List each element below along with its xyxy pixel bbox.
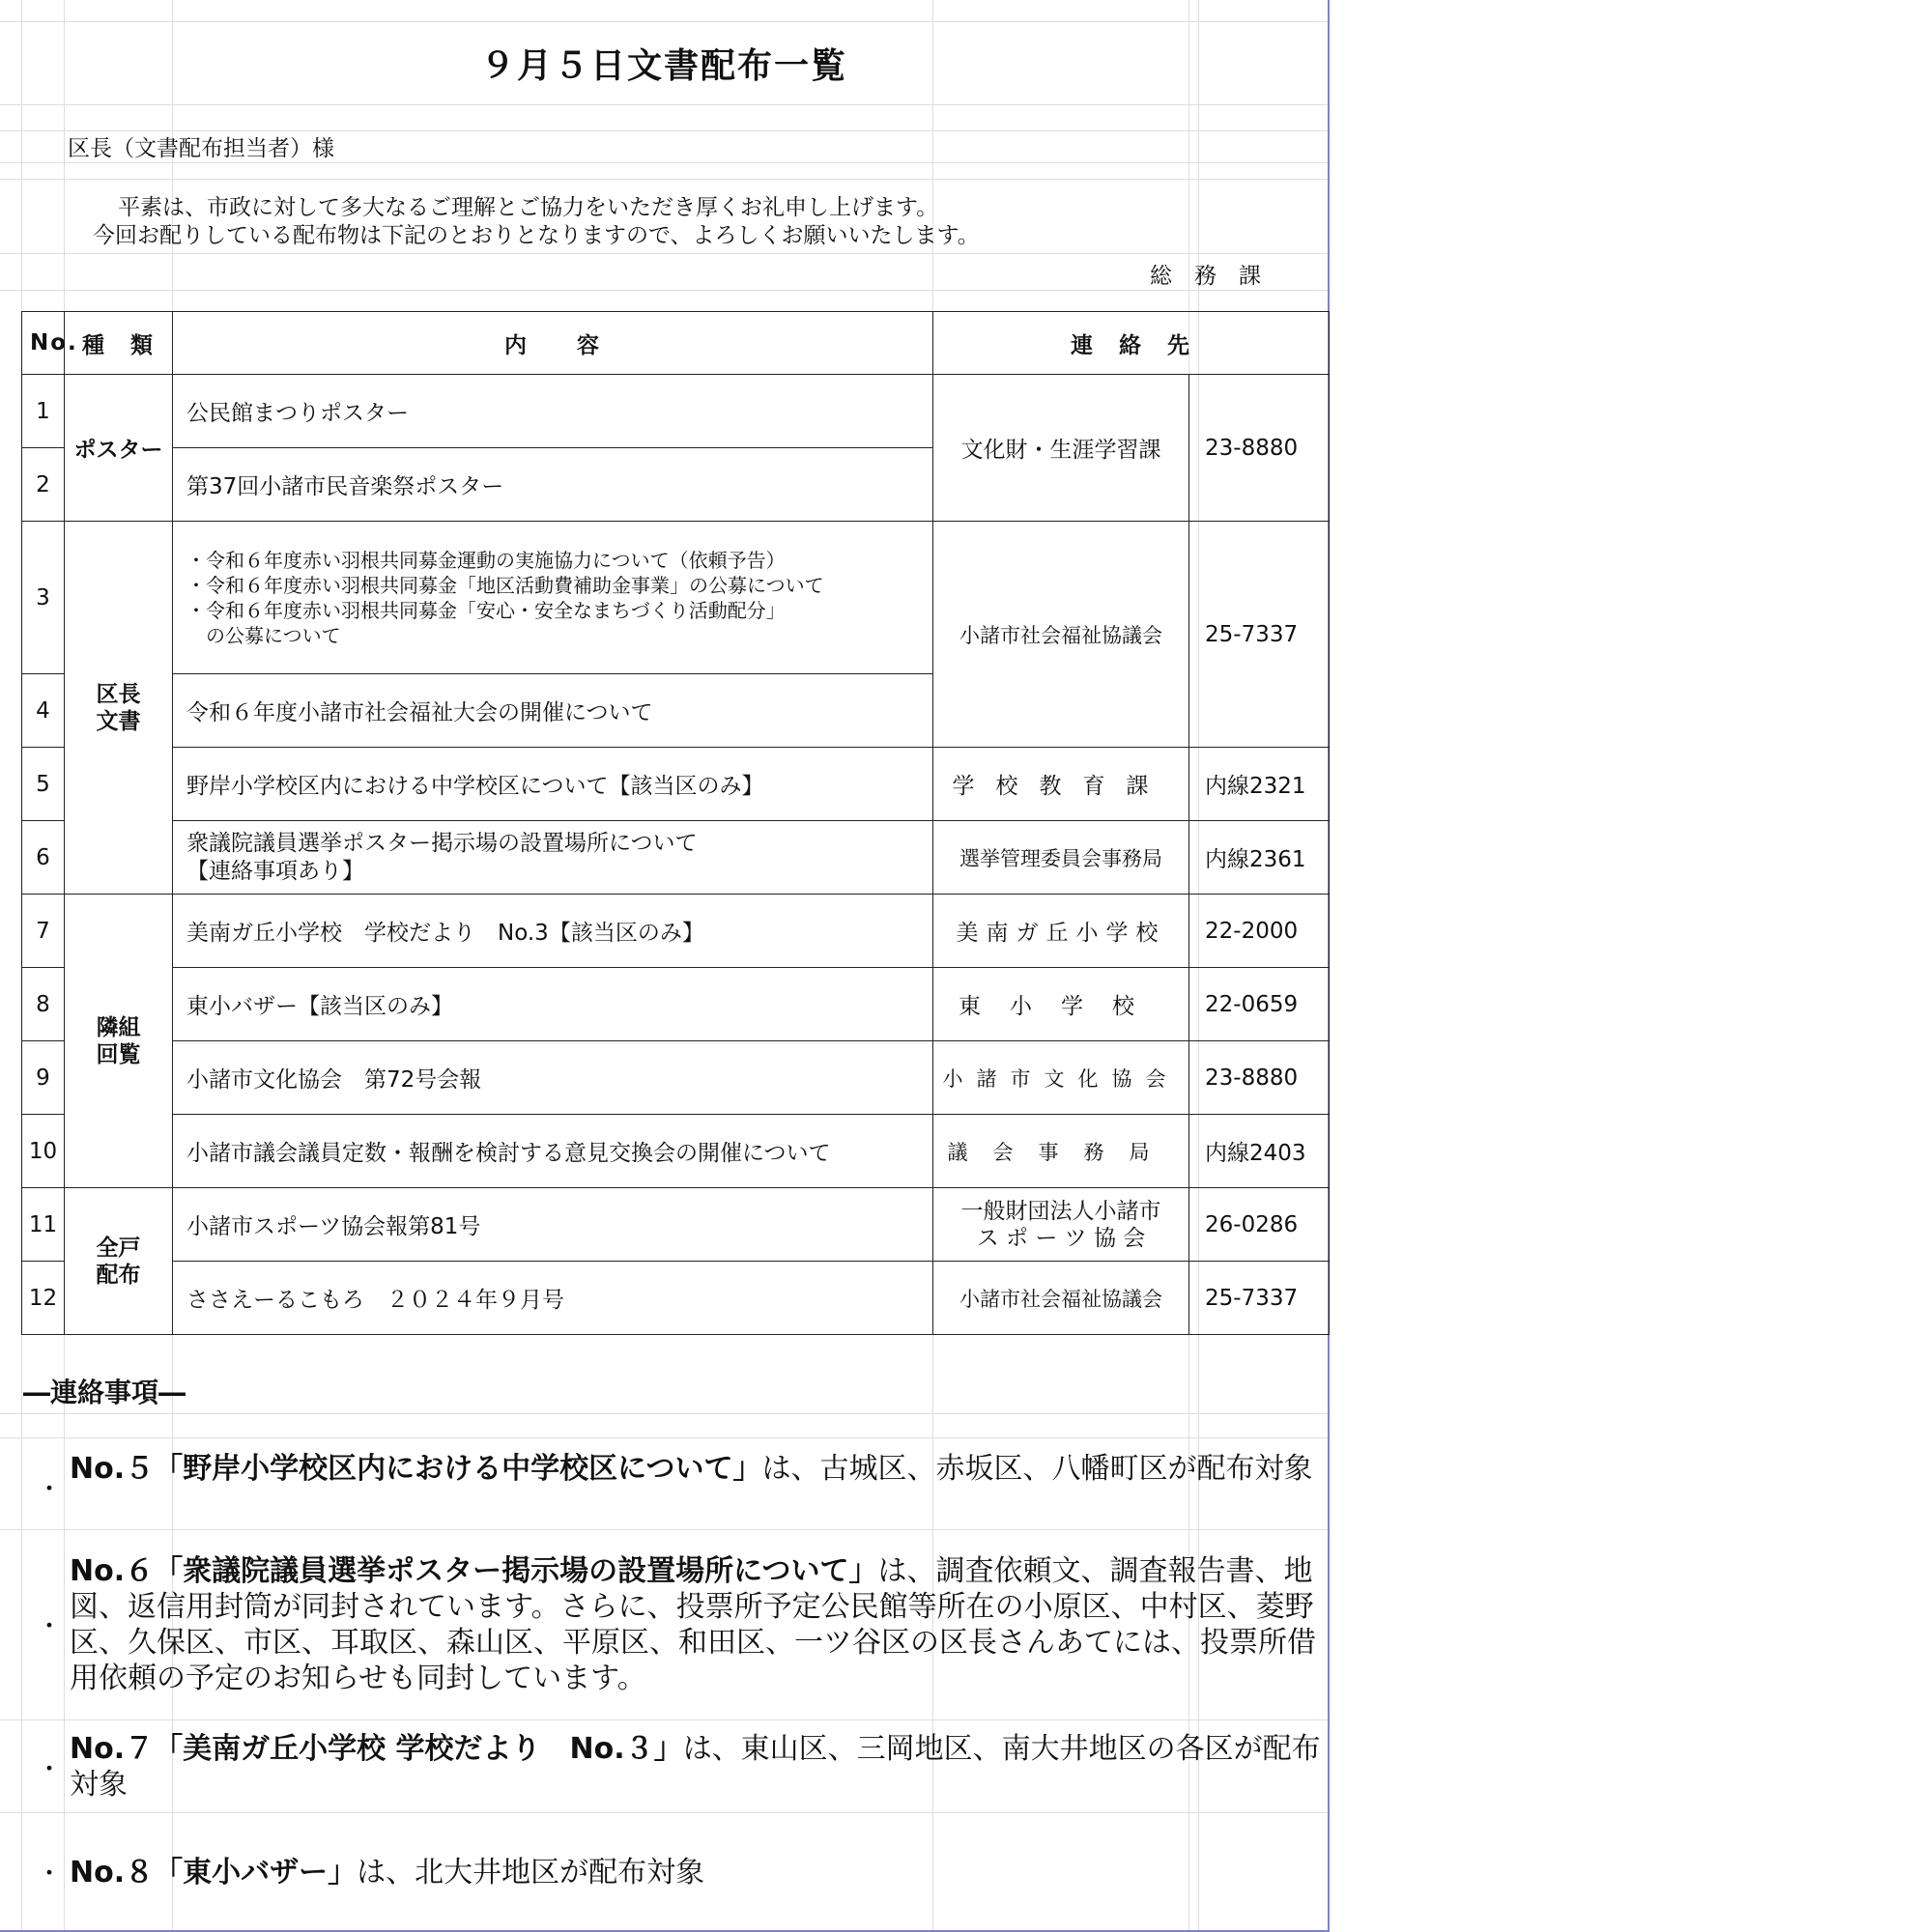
notes-heading: ―連絡事項― bbox=[23, 1377, 186, 1408]
bullet: ・ bbox=[37, 1475, 63, 1504]
note-text bbox=[70, 1451, 1335, 1487]
row-no: 5 bbox=[22, 748, 65, 821]
note-text bbox=[70, 1553, 1335, 1696]
table-header-row bbox=[22, 312, 1330, 375]
contact-name: 美南ガ丘小学校 bbox=[933, 895, 1189, 968]
contact-phone: 23-8880 bbox=[1189, 1041, 1330, 1115]
grid-line bbox=[0, 1529, 1328, 1530]
note-item bbox=[23, 1855, 1308, 1893]
contact-name: 小諸市社会福祉協議会 bbox=[933, 522, 1189, 748]
table-row bbox=[22, 821, 1330, 895]
grid-line bbox=[0, 1812, 1328, 1813]
grid-line bbox=[0, 1719, 1328, 1720]
row-content: 美南ガ丘小学校 学校だより No.3【該当区のみ】 bbox=[173, 895, 933, 968]
row-content: ささえーるこもろ ２０２４年９月号 bbox=[173, 1262, 933, 1335]
bullet: ・ bbox=[37, 1860, 63, 1889]
note-highlight: No.８「東小バザー」 bbox=[70, 1856, 358, 1889]
table-row bbox=[22, 1262, 1330, 1335]
grid-line bbox=[0, 290, 1328, 291]
row-content: 公民館まつりポスター bbox=[173, 375, 933, 448]
note-text bbox=[70, 1731, 1335, 1803]
row-no: 7 bbox=[22, 895, 65, 968]
kind-kucho bbox=[65, 522, 173, 895]
row-content: 小諸市スポーツ協会報第81号 bbox=[173, 1188, 933, 1262]
note-item bbox=[23, 1553, 1316, 1698]
table-row bbox=[22, 522, 1330, 674]
note-text bbox=[70, 1855, 1335, 1890]
note-highlight: No.６「衆議院議員選挙ポスター掲示場の設置場所について」 bbox=[70, 1554, 878, 1588]
contact-line: ス ポ ー ツ 協 会 bbox=[976, 1225, 1146, 1251]
distribution-table bbox=[21, 311, 1330, 1335]
kind-line: 区長 bbox=[96, 681, 141, 707]
greeting-line-1: 平素は、市政に対して多大なるご理解とご協力をいただき厚くお礼申し上げます。 bbox=[118, 195, 939, 220]
row-content: 野岸小学校区内における中学校区について【該当区のみ】 bbox=[173, 748, 933, 821]
note-rest: は、北大井地区が配布対象 bbox=[357, 1856, 705, 1889]
header-content: 内 容 bbox=[173, 312, 933, 375]
row-no: 4 bbox=[22, 674, 65, 748]
row-content bbox=[173, 821, 933, 895]
contact-name: 学校教育課 bbox=[933, 748, 1189, 821]
grid-line bbox=[0, 104, 1328, 105]
table-row bbox=[22, 968, 1330, 1041]
contact-name bbox=[933, 1188, 1189, 1262]
note-item bbox=[23, 1451, 1313, 1524]
header-no: No. bbox=[22, 312, 65, 375]
grid-line bbox=[0, 21, 1328, 22]
bullet: ・ bbox=[37, 1612, 63, 1641]
content-line: 【連絡事項あり】 bbox=[186, 858, 364, 884]
row-no: 9 bbox=[22, 1041, 65, 1115]
sender-department: 総 務 課 bbox=[1150, 264, 1261, 289]
note-rest: は、調査依頼文、調査報告書、地図、返信用封筒が同封されています。さらに、投票所予定公民館等所在の小原区、中村区、菱野区、久保区、市区、耳取区、森山区、平原区、和田区、一ツ谷区の区長さんあてには、投票所借用依頼の予定のお知らせも同封しています。 bbox=[70, 1554, 1316, 1695]
kind-line: 配布 bbox=[96, 1262, 141, 1288]
table-row bbox=[22, 1188, 1330, 1262]
contact-line: 一般財団法人小諸市 bbox=[960, 1198, 1161, 1224]
row-content bbox=[173, 522, 933, 674]
contact-phone: 25-7337 bbox=[1189, 1262, 1330, 1335]
contact-phone: 22-0659 bbox=[1189, 968, 1330, 1041]
grid-line bbox=[0, 179, 1328, 180]
content-line: の公募について bbox=[186, 623, 341, 647]
grid-line bbox=[0, 253, 1328, 254]
contact-phone: 内線2403 bbox=[1189, 1115, 1330, 1188]
contact-phone: 23-8880 bbox=[1189, 375, 1330, 522]
kind-line: 文書 bbox=[96, 708, 141, 734]
row-content: 小諸市議会議員定数・報酬を検討する意見交換会の開催について bbox=[173, 1115, 933, 1188]
contact-name: 小諸市文化協会 bbox=[933, 1041, 1189, 1115]
contact-phone: 22-2000 bbox=[1189, 895, 1330, 968]
contact-name: 議会事務局 bbox=[933, 1115, 1189, 1188]
table-row bbox=[22, 375, 1330, 448]
content-line: 衆議院議員選挙ポスター掲示場の設置場所について bbox=[186, 830, 698, 856]
page-title: ９月５日文書配布一覧 bbox=[479, 46, 847, 86]
note-item bbox=[23, 1731, 1321, 1804]
contact-phone: 内線2321 bbox=[1189, 748, 1330, 821]
contact-name: 文化財・生涯学習課 bbox=[933, 375, 1189, 522]
header-kind: 種 類 bbox=[65, 312, 173, 375]
content-line: ・令和６年度赤い羽根共同募金「地区活動費補助金事業」の公募について bbox=[186, 573, 824, 597]
grid-line bbox=[0, 162, 1328, 163]
row-no: 1 bbox=[22, 375, 65, 448]
row-no: 10 bbox=[22, 1115, 65, 1188]
table-row bbox=[22, 895, 1330, 968]
table-row bbox=[22, 1041, 1330, 1115]
row-content: 第37回小諸市民音楽祭ポスター bbox=[173, 448, 933, 522]
bullet: ・ bbox=[37, 1755, 63, 1784]
contact-phone: 内線2361 bbox=[1189, 821, 1330, 895]
content-line: ・令和６年度赤い羽根共同募金運動の実施協力について（依頼予告） bbox=[186, 548, 786, 572]
kind-line: 回覧 bbox=[96, 1041, 141, 1067]
contact-phone: 26-0286 bbox=[1189, 1188, 1330, 1262]
header-contact: 連 絡 先 bbox=[933, 312, 1330, 375]
note-rest: は、古城区、赤坂区、八幡町区が配布対象 bbox=[761, 1452, 1313, 1486]
row-no: 3 bbox=[22, 522, 65, 674]
kind-poster: ポスター bbox=[65, 375, 173, 522]
grid-line bbox=[0, 1437, 1328, 1438]
note-highlight: No.５「野岸小学校区内における中学校区について」 bbox=[70, 1452, 762, 1486]
greeting-line-2: 今回お配りしている配布物は下記のとおりとなりますので、よろしくお願いいたします。 bbox=[93, 223, 980, 248]
row-no: 8 bbox=[22, 968, 65, 1041]
table-row bbox=[22, 748, 1330, 821]
contact-phone: 25-7337 bbox=[1189, 522, 1330, 748]
row-content: 小諸市文化協会 第72号会報 bbox=[173, 1041, 933, 1115]
row-no: 2 bbox=[22, 448, 65, 522]
content-line: ・令和６年度赤い羽根共同募金「安心・安全なまちづくり活動配分」 bbox=[186, 598, 786, 622]
note-highlight: No.７「美南ガ丘小学校 学校だより No.３」 bbox=[70, 1732, 683, 1766]
row-no: 6 bbox=[22, 821, 65, 895]
row-content: 東小バザー【該当区のみ】 bbox=[173, 968, 933, 1041]
grid-line bbox=[0, 1413, 1328, 1414]
kind-line: 全戸 bbox=[96, 1235, 141, 1261]
table-row bbox=[22, 1115, 1330, 1188]
contact-name: 東小学校 bbox=[933, 968, 1189, 1041]
note-rest: は、東山区、三岡地区、南大井地区の各区が配布対象 bbox=[70, 1732, 1321, 1802]
kind-line: 隣組 bbox=[96, 1014, 141, 1040]
row-no: 11 bbox=[22, 1188, 65, 1262]
contact-name: 選挙管理委員会事務局 bbox=[933, 821, 1189, 895]
addressee: 区長（文書配布担当者）様 bbox=[68, 136, 334, 161]
row-content: 令和６年度小諸市社会福祉大会の開催について bbox=[173, 674, 933, 748]
row-no: 12 bbox=[22, 1262, 65, 1335]
contact-name: 小諸市社会福祉協議会 bbox=[933, 1262, 1189, 1335]
kind-rinpan bbox=[65, 895, 173, 1188]
kind-zenko bbox=[65, 1188, 173, 1335]
